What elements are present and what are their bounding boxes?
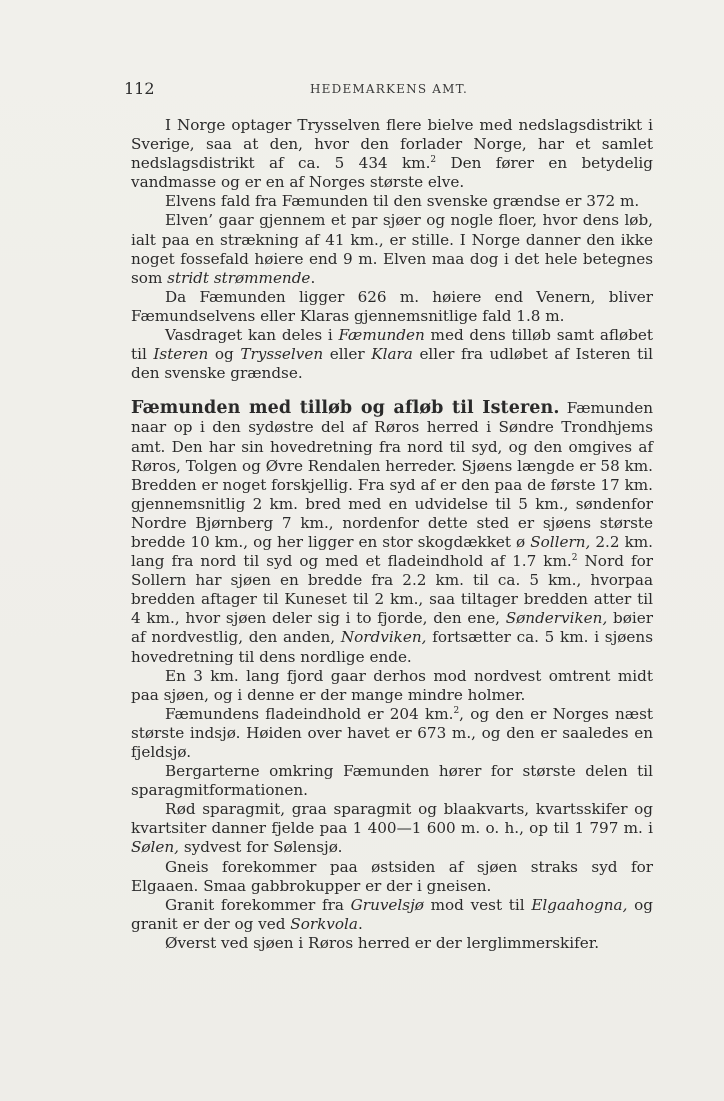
paragraph-12-text-c: og granit er der og ved: [131, 895, 653, 933]
section-text-c: Nord for Sollern har sjøen en bredde fra 2.2 km. til ca. 5 km., hvorpaa bredden aftager til Kuneset til 2 km., saa tiltager bredden atter til 4 km., hvor sjøen deler sig i to fjorde, den ene,: [131, 552, 653, 628]
body-text: [131, 116, 653, 953]
running-head: HEDEMARKENS AMT.: [310, 82, 469, 96]
paragraph-5-text-c: og: [208, 345, 241, 364]
paragraph-8: [131, 705, 653, 762]
paragraph-12-italic-gruvelsjo: Gruvelsjø: [350, 895, 424, 914]
section-superscript: 2: [571, 553, 578, 564]
paragraph-3-italic-term: stridt strømmende: [167, 268, 311, 287]
paragraph-12-text-a: Granit forekommer fra: [165, 895, 351, 914]
paragraph-12-italic-sorkvola: Sorkvola: [290, 914, 358, 933]
paragraph-1: [131, 116, 653, 192]
section-italic-sondervіken: Søndervіken,: [505, 609, 608, 628]
paragraph-5-text-b: med dens tilløb samt afløbet til: [131, 326, 654, 364]
section-italic-sollern: Sollern,: [530, 532, 591, 551]
section-text-e: fortsætter ca. 5 km. i sjøens hovedretning til dens nordlige ende.: [131, 628, 653, 666]
paragraph-3-text-a: Elven’ gaar gjennem et par sjøer og nogle floer, hvor dens løb, ialt paa en strækning af 41 km., er stille. I Norge danner den ikke noget fossefald høiere end 9 m. Elven maa dog i det hele betegnes som: [131, 211, 653, 287]
paragraph-12-text-d: .: [357, 914, 363, 933]
paragraph-5-italic-trysselven: Trysselven: [240, 345, 324, 364]
paragraph-1-text-b: Den fører en betydelig vandmasse og er en af Norges største elve.: [131, 154, 654, 192]
section-text-b: 2.2 km. lang fra nord til syd og med et fladeindhold af 1.7 km.: [131, 532, 653, 571]
paragraph-12-text-b: mod vest til: [423, 895, 532, 914]
section-italic-nordviken: Nordviken,: [340, 628, 427, 647]
paragraph-5-text-d: eller: [323, 345, 372, 364]
paragraph-5-text-e: eller fra udløbet af Isteren til den svenske grændse.: [131, 345, 653, 383]
paragraph-10-text-a: Rød sparagmit, graa sparagmit og blaakvarts, kvartsskifer og kvartsiter danner fjelde paa 1 400—1 600 m. o. h., op til 1 797 m. i: [131, 800, 653, 838]
paragraph-3: [131, 211, 653, 287]
page-number: 112: [124, 79, 155, 98]
paragraph-5-text-a: Vasdraget kan deles i: [165, 326, 339, 345]
paragraph-5-italic-isteren: Isteren: [153, 345, 209, 364]
paragraph-10-text-b: sydvest for Sølensjø.: [179, 838, 343, 857]
section-paragraph: [131, 399, 653, 666]
paragraph-8-text-a: Fæmundens fladeindhold er 204 km.: [165, 704, 454, 723]
paragraph-1-superscript: 2: [430, 155, 437, 166]
paragraph-8-superscript: 2: [453, 705, 460, 716]
paragraph-5: [131, 326, 653, 383]
section-heading: Fæmunden med tilløb og afløb til Isteren.: [131, 398, 560, 419]
page-header: [124, 79, 654, 101]
section-text-a: Fæmunden naar op i den sydøstre del af Røros herred i Søndre Trondhjems amt. Den har sin hovedretning fra nord til syd, og den omgives af Røros, Tolgen og Øvre Rendalen herreder. Sjøens længde er 58 km. Bredden er noget forskjellig. Fra syd af er den paa de første 17 km. gjennemsnitlig 2 km. bred med en udvidelse til 5 km., søndenfor Nordre Bjørnberg 7 km., nordenfor dette sted er sjøens største bredde 10 km., og her ligger en stor skogdækket ø: [131, 399, 653, 551]
paragraph-7: En 3 km. lang fjord gaar derhos mod nordvest omtrent midt paa sjøen, og i denne er der mange mindre holmer.: [131, 666, 653, 704]
paragraph-4: Da Fæmunden ligger 626 m. høiere end Venern, bliver Fæmundselvens eller Klaras gjennemsnitlige fald 1.8 m.: [131, 287, 653, 325]
paragraph-9: Bergarterne omkring Fæmunden hører for største delen til sparagmitformationen.: [131, 762, 653, 800]
paragraph-5-italic-faemunden: Fæmunden: [338, 326, 425, 345]
paragraph-10: [131, 800, 653, 857]
paragraph-12: [131, 896, 653, 934]
paragraph-1-text-a: I Norge optager Trysselven flere bielve med nedslagsdistrikt i Sverige, saa at den, hvor den forlader Norge, har et samlet nedslagsdistrikt af ca. 5 434 km.: [131, 116, 653, 173]
paragraph-11: Gneis forekommer paa østsiden af sjøen straks syd for Elgaaen. Smaa gabbrokupper er der i gneisen.: [131, 857, 653, 895]
paragraph-13: Øverst ved sjøen i Røros herred er der lerglimmerskifer.: [165, 933, 600, 952]
paragraph-2: Elvens fald fra Fæmunden til den svenske grændse er 372 m.: [165, 192, 640, 211]
paragraph-5-italic-klara: Klara: [371, 345, 413, 364]
paragraph-8-text-b: , og den er Norges næst største indsjø. Høiden over havet er 673 m., og den er saaledes en fjeldsjø.: [131, 704, 653, 761]
paragraph-10-italic-solen: Sølen,: [131, 838, 180, 857]
section-text-d: bøier af nordvestlig, den anden,: [131, 609, 653, 647]
paragraph-12-italic-elgaahogna: Elgaahogna,: [531, 895, 628, 914]
paragraph-3-text-b: .: [310, 268, 316, 287]
